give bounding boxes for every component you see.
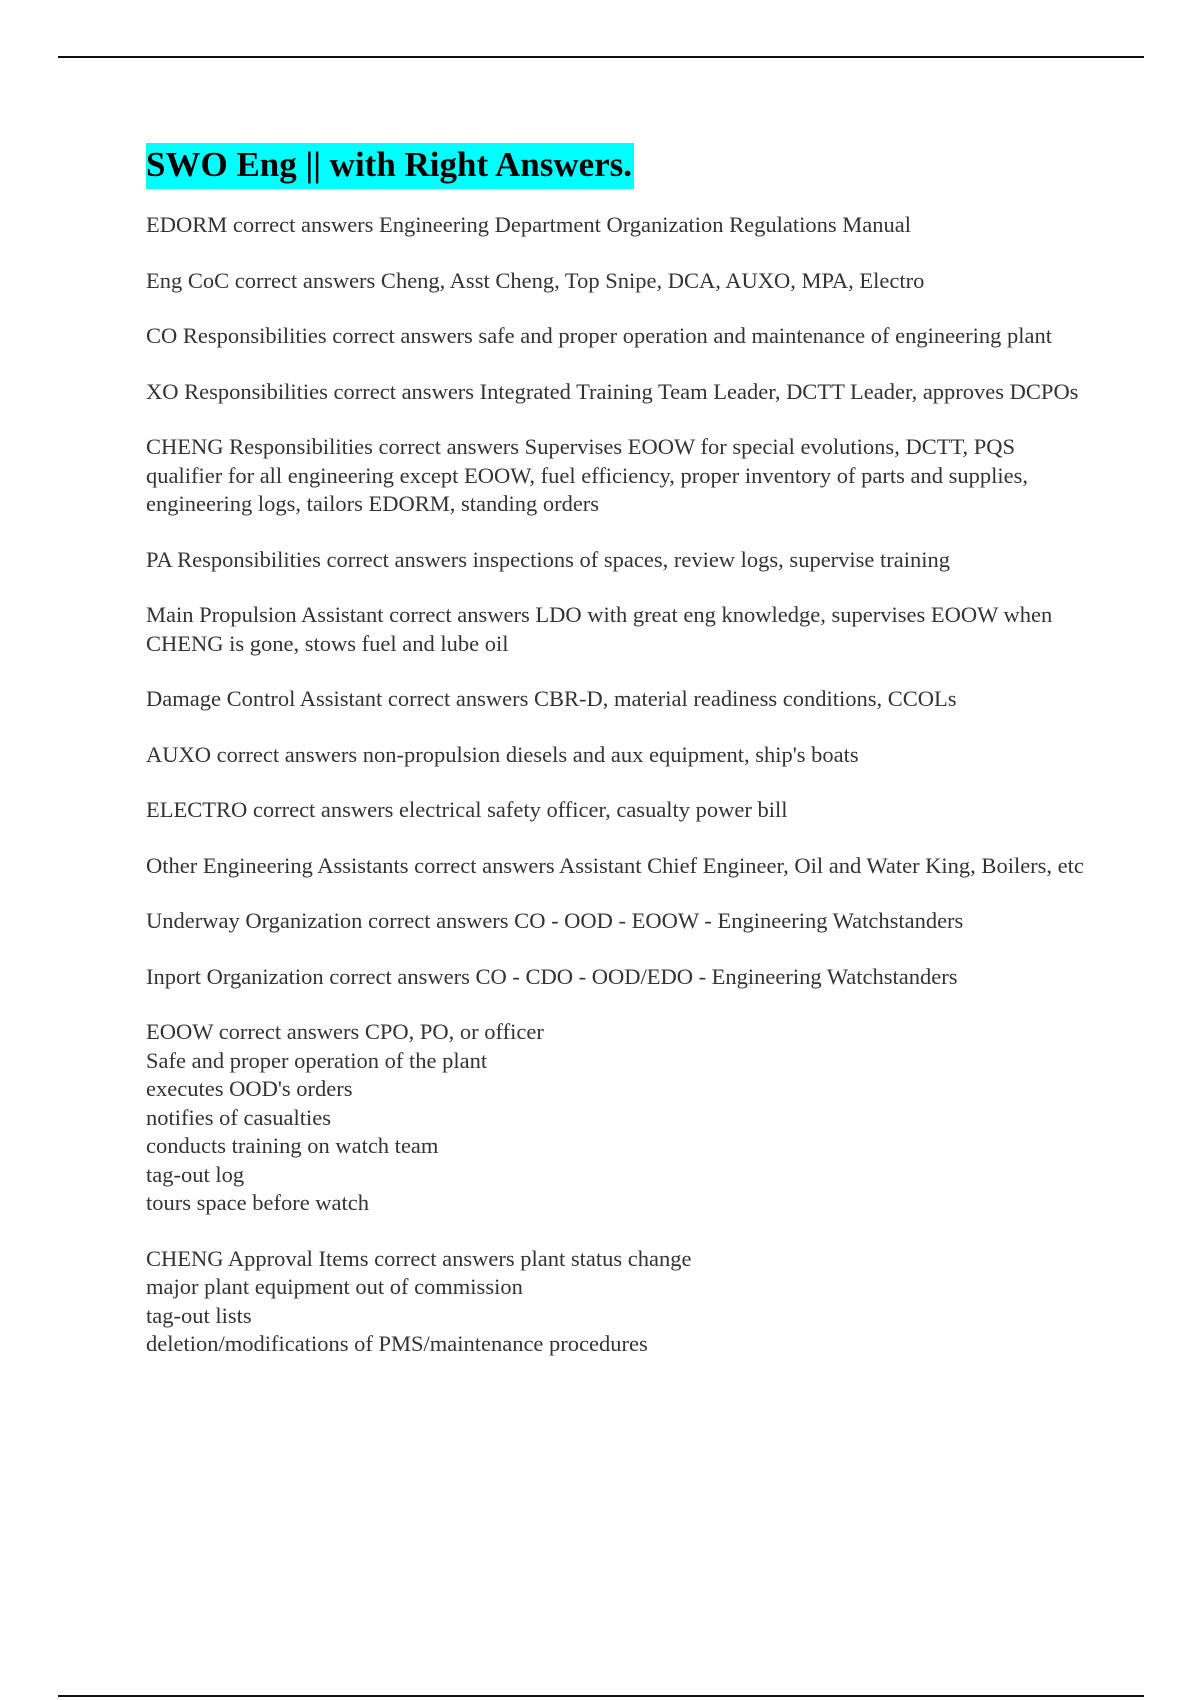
entry-cheng-approval-line: major plant equipment out of commission bbox=[146, 1274, 523, 1299]
entry-pa-responsibilities: PA Responsibilities correct answers inspections of spaces, review logs, supervise training bbox=[146, 546, 951, 572]
entry-cheng-approval-line: deletion/modifications of PMS/maintenance procedures bbox=[146, 1331, 648, 1356]
entry-eoow-line: tours space before watch bbox=[146, 1190, 370, 1215]
entry-damage-control-assistant: Damage Control Assistant correct answers CBR-D, material readiness conditions, CCOLs bbox=[146, 686, 957, 711]
entry-main-propulsion-assistant: Main Propulsion Assistant correct answers LDO with great eng knowledge, supervises EOOW when CHENG is gone, stows fuel and lube oil bbox=[146, 602, 1053, 656]
entry-eoow-line: tag-out log bbox=[146, 1161, 245, 1187]
entry-eoow-line: conducts training on watch team bbox=[146, 1133, 439, 1158]
entry-list bbox=[146, 211, 1096, 1359]
entry-inport-organization: Inport Organization correct answers CO - CDO - OOD/EDO - Engineering Watchstanders bbox=[146, 963, 958, 989]
entry-eoow-line: notifies of casualties bbox=[146, 1104, 331, 1130]
bottom-rule bbox=[58, 1695, 1144, 1697]
entry-co-responsibilities: CO Responsibilities correct answers safe and proper operation and maintenance of engineering plant bbox=[146, 323, 1052, 348]
entry-edorm: EDORM correct answers Engineering Department Organization Regulations Manual bbox=[146, 212, 911, 237]
entry-cheng-approval-items bbox=[146, 1245, 1096, 1359]
entry-eng-coc: Eng CoC correct answers Cheng, Asst Cheng, Top Snipe, DCA, AUXO, MPA, Electro bbox=[146, 267, 925, 293]
entry-eoow-line: executes OOD's orders bbox=[146, 1076, 353, 1101]
document-title: SWO Eng || with Right Answers. bbox=[146, 143, 634, 189]
document-body bbox=[146, 143, 1096, 1386]
entry-xo-responsibilities: XO Responsibilities correct answers Integrated Training Team Leader, DCTT Leader, approves DCPOs bbox=[146, 378, 1079, 404]
entry-cheng-responsibilities: CHENG Responsibilities correct answers Supervises EOOW for special evolutions, DCTT, PQS qualifier for all engineering except EOOW, fuel efficiency, proper inventory of parts and supplies, engineering logs, tailors EDORM, standing orders bbox=[146, 434, 1028, 516]
entry-eoow-line: EOOW correct answers CPO, PO, or officer bbox=[146, 1019, 544, 1044]
entry-other-engineering-assistants: Other Engineering Assistants correct answers Assistant Chief Engineer, Oil and Water King, Boilers, etc bbox=[146, 852, 1084, 878]
entry-auxo: AUXO correct answers non-propulsion diesels and aux equipment, ship's boats bbox=[146, 741, 859, 767]
entry-cheng-approval-line: tag-out lists bbox=[146, 1302, 252, 1328]
entry-cheng-approval-line: CHENG Approval Items correct answers plant status change bbox=[146, 1245, 692, 1271]
entry-eoow bbox=[146, 1018, 1096, 1218]
entry-electro: ELECTRO correct answers electrical safety officer, casualty power bill bbox=[146, 797, 788, 822]
top-rule bbox=[58, 56, 1144, 58]
entry-underway-organization: Underway Organization correct answers CO - OOD - EOOW - Engineering Watchstanders bbox=[146, 908, 964, 933]
entry-eoow-line: Safe and proper operation of the plant bbox=[146, 1047, 488, 1073]
